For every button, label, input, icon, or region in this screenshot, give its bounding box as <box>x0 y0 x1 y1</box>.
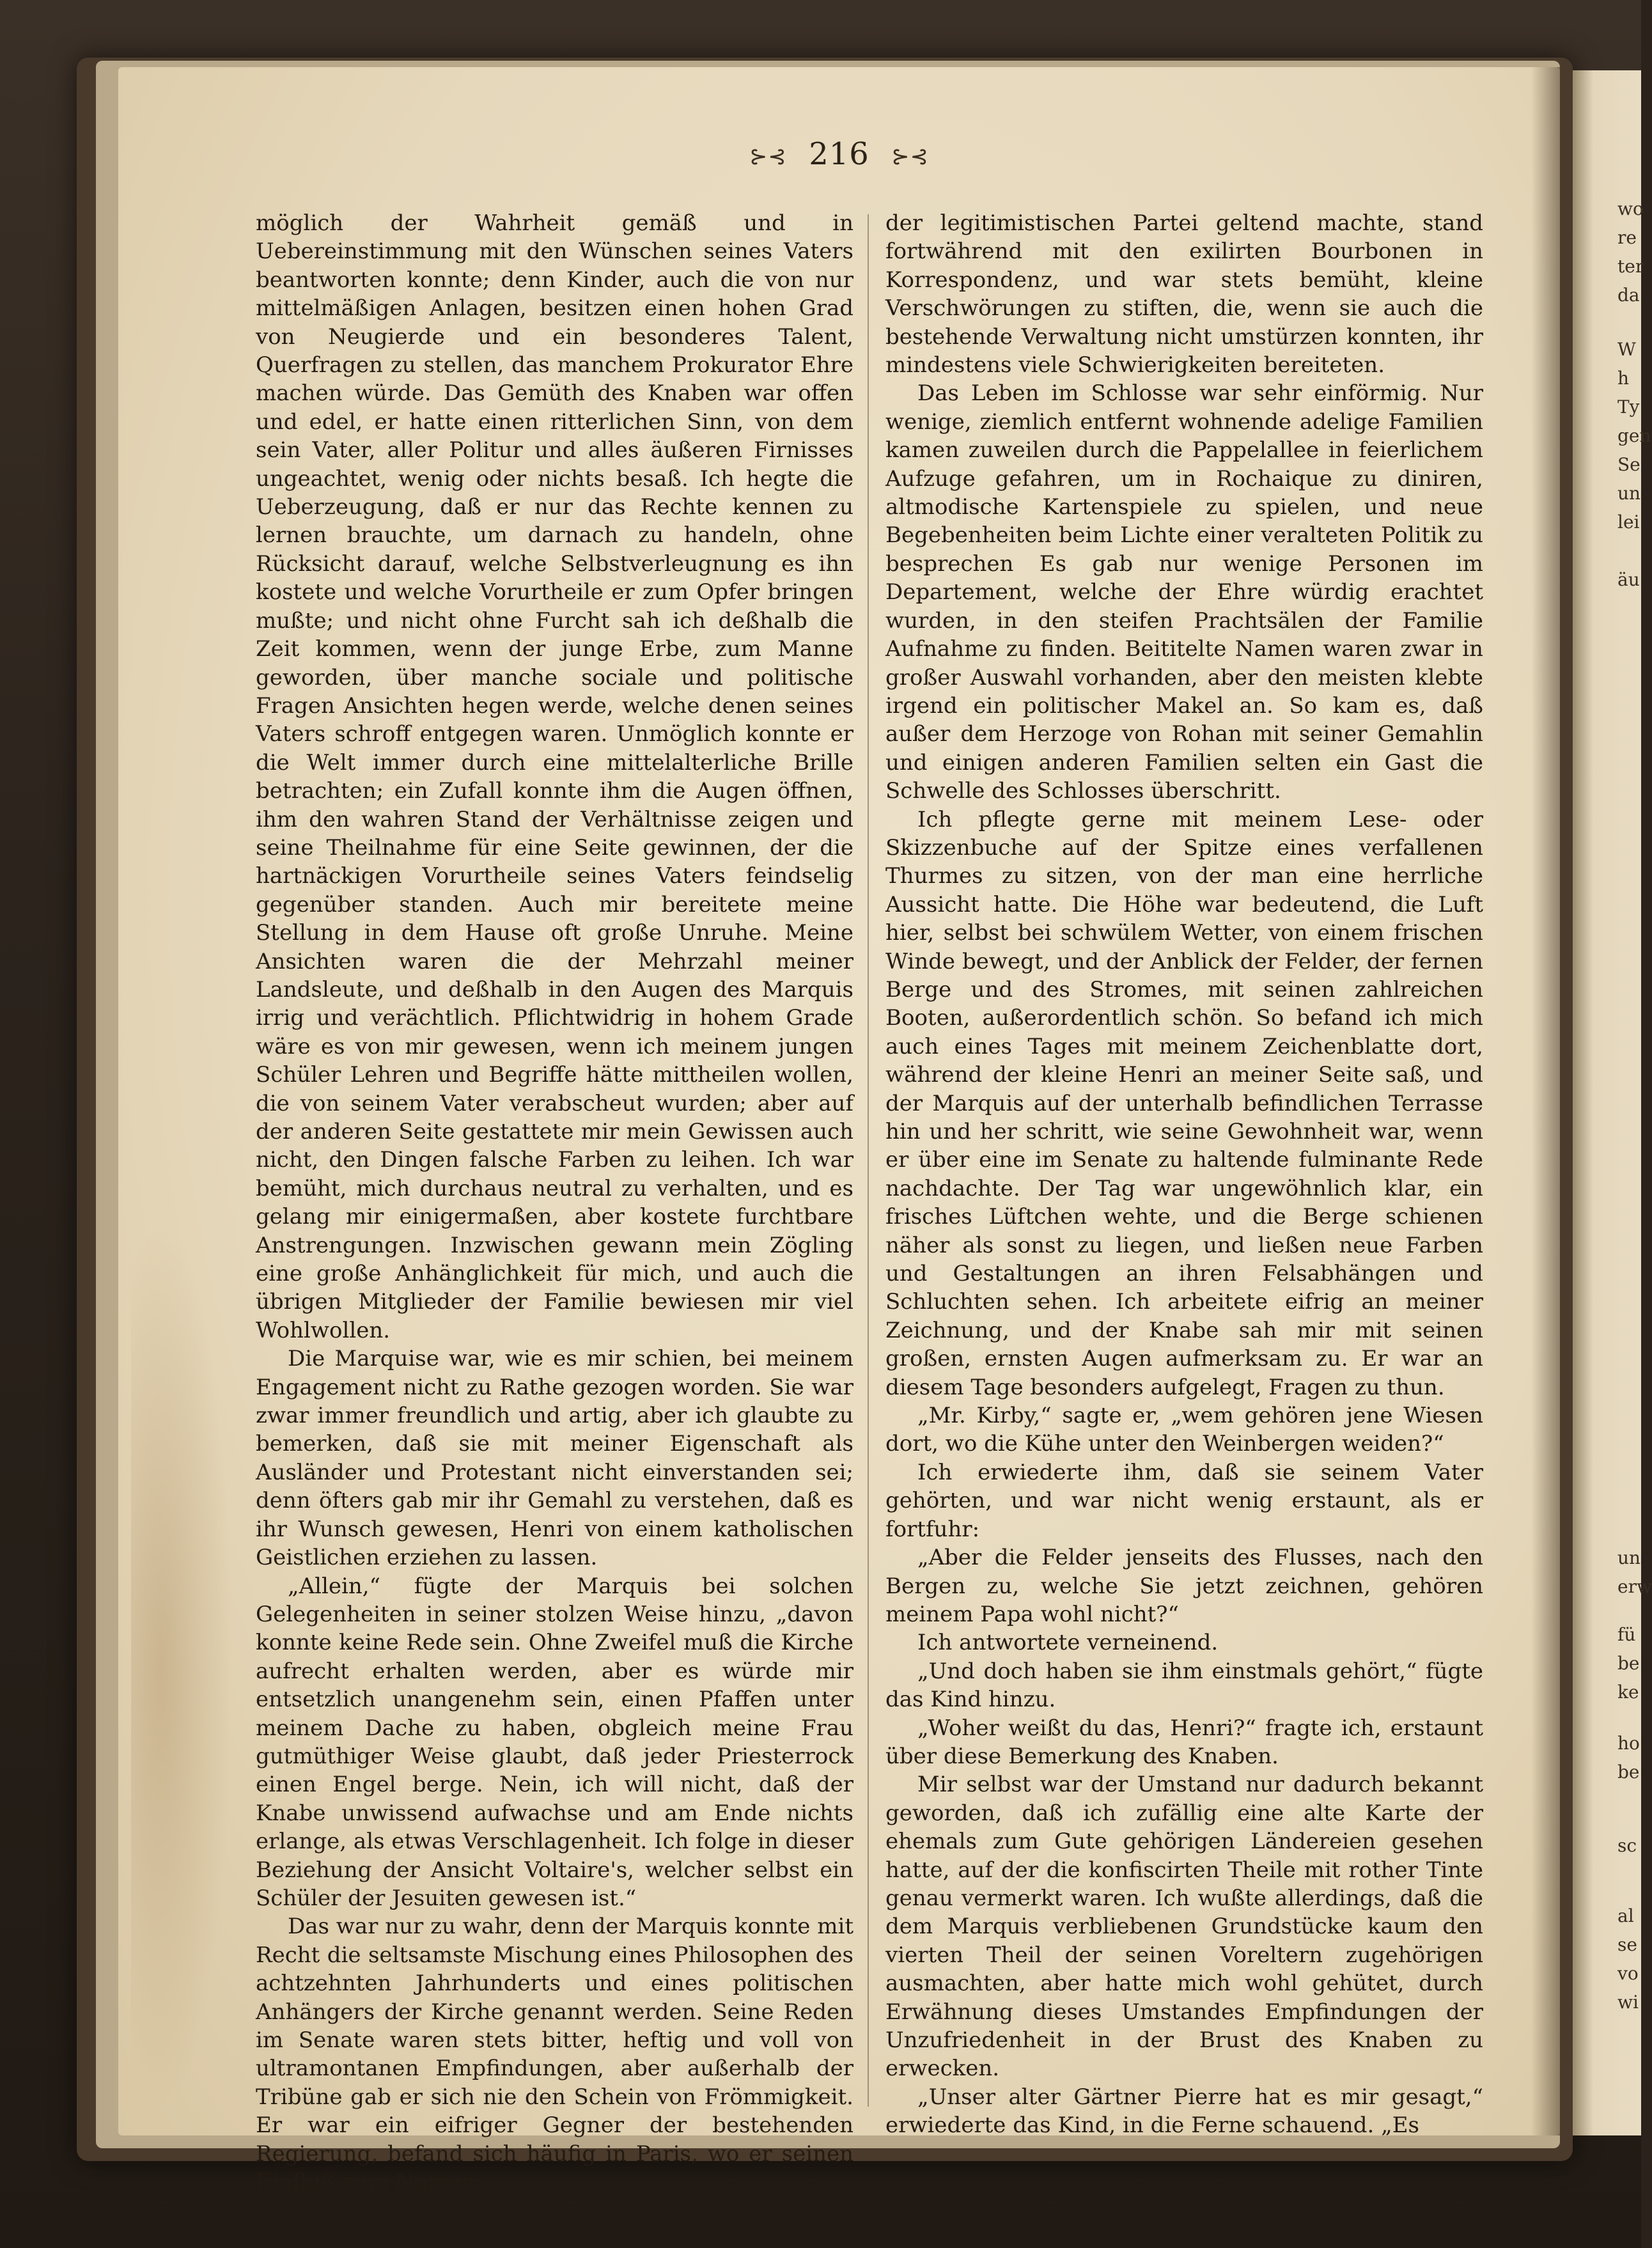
paragraph: der legitimistischen Partei geltend machte, stand fortwährend mit den exilirten Bourbonen in Korrespondenz, und war stets bemüht, kleine Verschwörungen zu stiften, die, wenn sie auch die bestehende Verwaltung nicht umstürzen konnten, ihr mindestens viele Schwierigkeiten bereiteten. <box>885 210 1483 379</box>
next-page-fragment: da <box>1617 285 1640 306</box>
next-page-fragment: Se <box>1617 454 1640 475</box>
next-page-fragment: sc <box>1617 1835 1637 1856</box>
next-page-fragment: lei <box>1617 511 1640 533</box>
next-page-fragment: un <box>1617 1547 1641 1568</box>
column-divider <box>868 214 869 2107</box>
page-stain <box>131 1218 233 2113</box>
next-page-fragment: un <box>1617 483 1641 504</box>
page-number: 216 <box>809 136 869 172</box>
paragraph: Das Leben im Schlosse war sehr einförmig. Nur wenige, ziemlich entfernt wohnende adelige Familien kamen zuweilen durch die Pappelallee in feierlichem Aufzuge gefahren, um in Rochaique zu diniren, altmodische Kartenspiele zu spielen, und neue Begebenheiten beim Lichte einer veralteten Politik zu besprechen Es gab nur wenige Personen im Departement, welche der Ehre würdig erachtet wurden, in den steifen Prachtsälen der Familie Aufnahme zu finden. Beititelte Namen waren zwar in großer Auswahl vorhanden, aber den meisten klebte irgend ein politischer Makel an. So kam es, daß außer dem Herzoge von Rohan mit seiner Gemahlin und einigen anderen Familien selten ein Gast die Schwelle des Schlosses überschritt. <box>885 380 1483 804</box>
paragraph: Die Marquise war, wie es mir schien, bei meinem Engagement nicht zu Rathe gezogen worden. Sie war zwar immer freundlich und artig, aber ich glaubte zu bemerken, daß sie mit meiner Eigenschaft als Ausländer und Protestant nicht einverstanden sei; denn öfters gab mir ihr Gemahl zu verstehen, daß es ihr Wunsch gewesen, Henri von einem katholischen Geistlichen erziehen zu lassen. <box>256 1346 853 1571</box>
next-page-fragment: erw <box>1617 1576 1652 1597</box>
next-page-fragment: vo <box>1617 1963 1639 1984</box>
paragraph: möglich der Wahrheit gemäß und in Uebereinstimmung mit den Wünschen seines Vaters beantworten konnte; denn Kinder, auch die von nur mittelmäßigen Anlagen, besitzen einen hohen Grad von Neugierde und ein besonderes Talent, Querfragen zu stellen, das manchem Prokurator Ehre machen würde. Das Gemüth des Knaben war offen und edel, er hatte einen ritterlichen Sinn, von dem sein Vater, aller Politur und alles äußeren Firnisses ungeachtet, wenig oder nichts besaß. Ich hegte die Ueberzeugung, daß er nur das Rechte kennen zu lernen brauchte, um darnach zu handeln, ohne Rücksicht darauf, welche Selbstverleugnung es ihn kostete und welche Vorurtheile er zum Opfer bringen mußte; und nicht ohne Furcht sah ich deßhalb die Zeit kommen, wenn der junge Erbe, zum Manne geworden, über manche sociale und politische Fragen Ansichten hegen werde, welche denen seines Vaters schroff entgegen waren. Unmöglich konnte er die Welt immer durch eine mittelalterliche Brille betrachten; ein Zufall konnte ihm die Augen öffnen, ihm den wahren Stand der Verhältnisse zeigen und seine Theilnahme für eine Seite gewinnen, der die hartnäckigen Vorurtheile seines Vaters feindselig gegenüber standen. Auch mir bereitete meine Stellung in dem Hause oft große Unruhe. Meine Ansichten waren die der Mehrzahl meiner Landsleute, und deßhalb in den Augen des Marquis irrig und verächtlich. Pflichtwidrig in hohem Grade wäre es von mir gewesen, wenn ich meinem jungen Schüler Lehren und Begriffe hätte mittheilen wollen, die von seinem Vater verabscheut wurden; aber auf der anderen Seite gestattete mir mein Gewissen auch nicht, den Dingen falsche Farben zu leihen. Ich war bemüht, mich durchaus neutral zu verhalten, und es gelang mir einigermaßen, aber kostete furchtbare Anstrengungen. Inzwischen gewann mein Zögling eine große Anhänglichkeit für mich, und auch die übrigen Mitglieder der Familie bewiesen mir viel Wohlwollen. <box>256 210 853 1343</box>
paragraph: „Allein,“ fügte der Marquis bei solchen Gelegenheiten in seiner stolzen Weise hinzu, „davon konnte keine Rede sein. Ohne Zweifel muß die Kirche aufrecht erhalten werden, aber es würde mir entsetzlich unangenehm sein, einen Pfaffen unter meinem Dache zu haben, obgleich meine Frau gutmüthiger Weise glaubt, daß jeder Priesterrock einen Engel berge. Nein, ich will nicht, daß der Knabe unwissend aufwachse und am Ende nichts erlange, als etwas Verschlagenheit. Ich folge in dieser Beziehung der Ansicht Voltaire's, welcher selbst ein Schüler der Jesuiten gewesen ist.“ <box>256 1573 853 1911</box>
next-page-fragment: ter <box>1617 256 1644 277</box>
next-page-fragment: Ty <box>1617 396 1640 418</box>
ornament-left: ⊱⊰ <box>749 143 787 169</box>
paragraph: „Unser alter Gärtner Pierre hat es mir gesagt,“ erwiederte das Kind, in die Ferne schauend. „Es <box>885 2084 1483 2139</box>
next-page-fragment: se <box>1617 1934 1637 1955</box>
next-page-fragment: wi <box>1617 1992 1639 2013</box>
next-page-fragment: al <box>1617 1905 1634 1926</box>
ornament-right: ⊱⊰ <box>891 143 930 169</box>
paragraph: Ich antwortete verneinend. <box>917 1630 1219 1656</box>
left-column <box>256 209 853 2196</box>
next-page-fragment: wo <box>1617 198 1644 219</box>
next-page-fragment: ho <box>1617 1733 1640 1754</box>
next-page-fragment: h <box>1617 368 1630 389</box>
paragraph: Ich erwiederte ihm, daß sie seinem Vater gehörten, und war nicht wenig erstaunt, als er fortfuhr: <box>885 1459 1483 1542</box>
book-page <box>118 67 1560 2196</box>
next-page-fragment: fü <box>1617 1624 1636 1645</box>
next-page-fragment: ke <box>1617 1682 1639 1703</box>
paragraph: „Aber die Felder jenseits des Flusses, nach den Bergen zu, welche Sie jetzt zeichnen, gehören meinem Papa wohl nicht?“ <box>885 1545 1483 1627</box>
next-page-fragment: W <box>1617 339 1636 360</box>
next-page-fragment: äu <box>1617 569 1640 590</box>
paragraph: Ich pflegte gerne mit meinem Lese- oder Skizzenbuche auf der Spitze eines verfallenen Thurmes zu sitzen, von der man eine herrliche Aussicht hatte. Die Höhe war bedeutend, die Luft hier, selbst bei schwülem Wetter, von einem frischen Winde bewegt, und der Anblick der Felder, der fernen Berge und des Stromes, mit seinen zahlreichen Booten, außerordentlich schön. So befand ich mich auch eines Tages mit meinem Zeichenblatte dort, während der kleine Henri an meiner Seite saß, und der Marquis auf der unterhalb befindlichen Terrasse hin und her schritt, wie seine Gewohnheit war, wenn er über eine im Senate zu haltende fulminante Rede nachdachte. Der Tag war ungewöhnlich klar, ein frisches Lüftchen wehte, und die Berge schienen näher als sonst zu liegen, und ließen neue Farben und Gestaltungen an ihren Felsabhängen und Schluchten sehen. Ich arbeitete eifrig an meiner Zeichnung, und der Knabe sah mir mit seinen großen, ernsten Augen aufmerksam zu. Er war an diesem Tage besonders aufgelegt, Fragen zu thun. <box>885 806 1483 1400</box>
page-gutter <box>1531 67 1560 2135</box>
next-page-fragment: gen <box>1617 425 1651 446</box>
paragraph: „Woher weißt du das, Henri?“ fragte ich, erstaunt über diese Bemerkung des Knaben. <box>885 1715 1483 1769</box>
next-page-fragment: be <box>1617 1653 1640 1674</box>
paragraph: „Mr. Kirby,“ sagte er, „wem gehören jene Wiesen dort, wo die Kühe unter den Weinbergen weiden?“ <box>885 1403 1483 1457</box>
next-page-fragment: re <box>1617 227 1637 248</box>
paragraph: Mir selbst war der Umstand nur dadurch bekannt geworden, daß ich zufällig eine alte Karte der ehemals zum Gute gehörigen Ländereien gesehen hatte, auf der die konfiscirten Theile mit rother Tinte genau vermerkt waren. Ich wußte allerdings, daß die dem Marquis verbliebenen Grundstücke kaum den vierten Theil der seinen Voreltern zugehörigen ausmachten, aber hatte mich wohl gehütet, durch Erwähnung dieses Umstandes Empfindungen der Unzufriedenheit in der Brust des Knaben zu erwecken. <box>885 1772 1483 2082</box>
page-header <box>118 136 1560 172</box>
paragraph: „Und doch haben sie ihm einstmals gehört,“ fügte das Kind hinzu. <box>885 1658 1483 1713</box>
paragraph: Das war nur zu wahr, denn der Marquis konnte mit Recht die seltsamste Mischung eines Philosophen des achtzehnten Jahrhunderts und eines politischen Anhängers der Kirche genannt werden. Seine Reden im Senate waren stets bitter, heftig und voll von ultramontanen Empfindungen, aber außerhalb der Tribüne gab er sich nie den Schein von Frömmigkeit. Er war ein eifriger Gegner der bestehenden Regierung, befand sich häufig in Paris, wo er seinen Einfluß zum Nutzen <box>256 1914 853 2196</box>
right-column <box>885 209 1483 2140</box>
next-page-fragment: be <box>1617 1761 1640 1783</box>
next-page-edge <box>1573 70 1652 2135</box>
